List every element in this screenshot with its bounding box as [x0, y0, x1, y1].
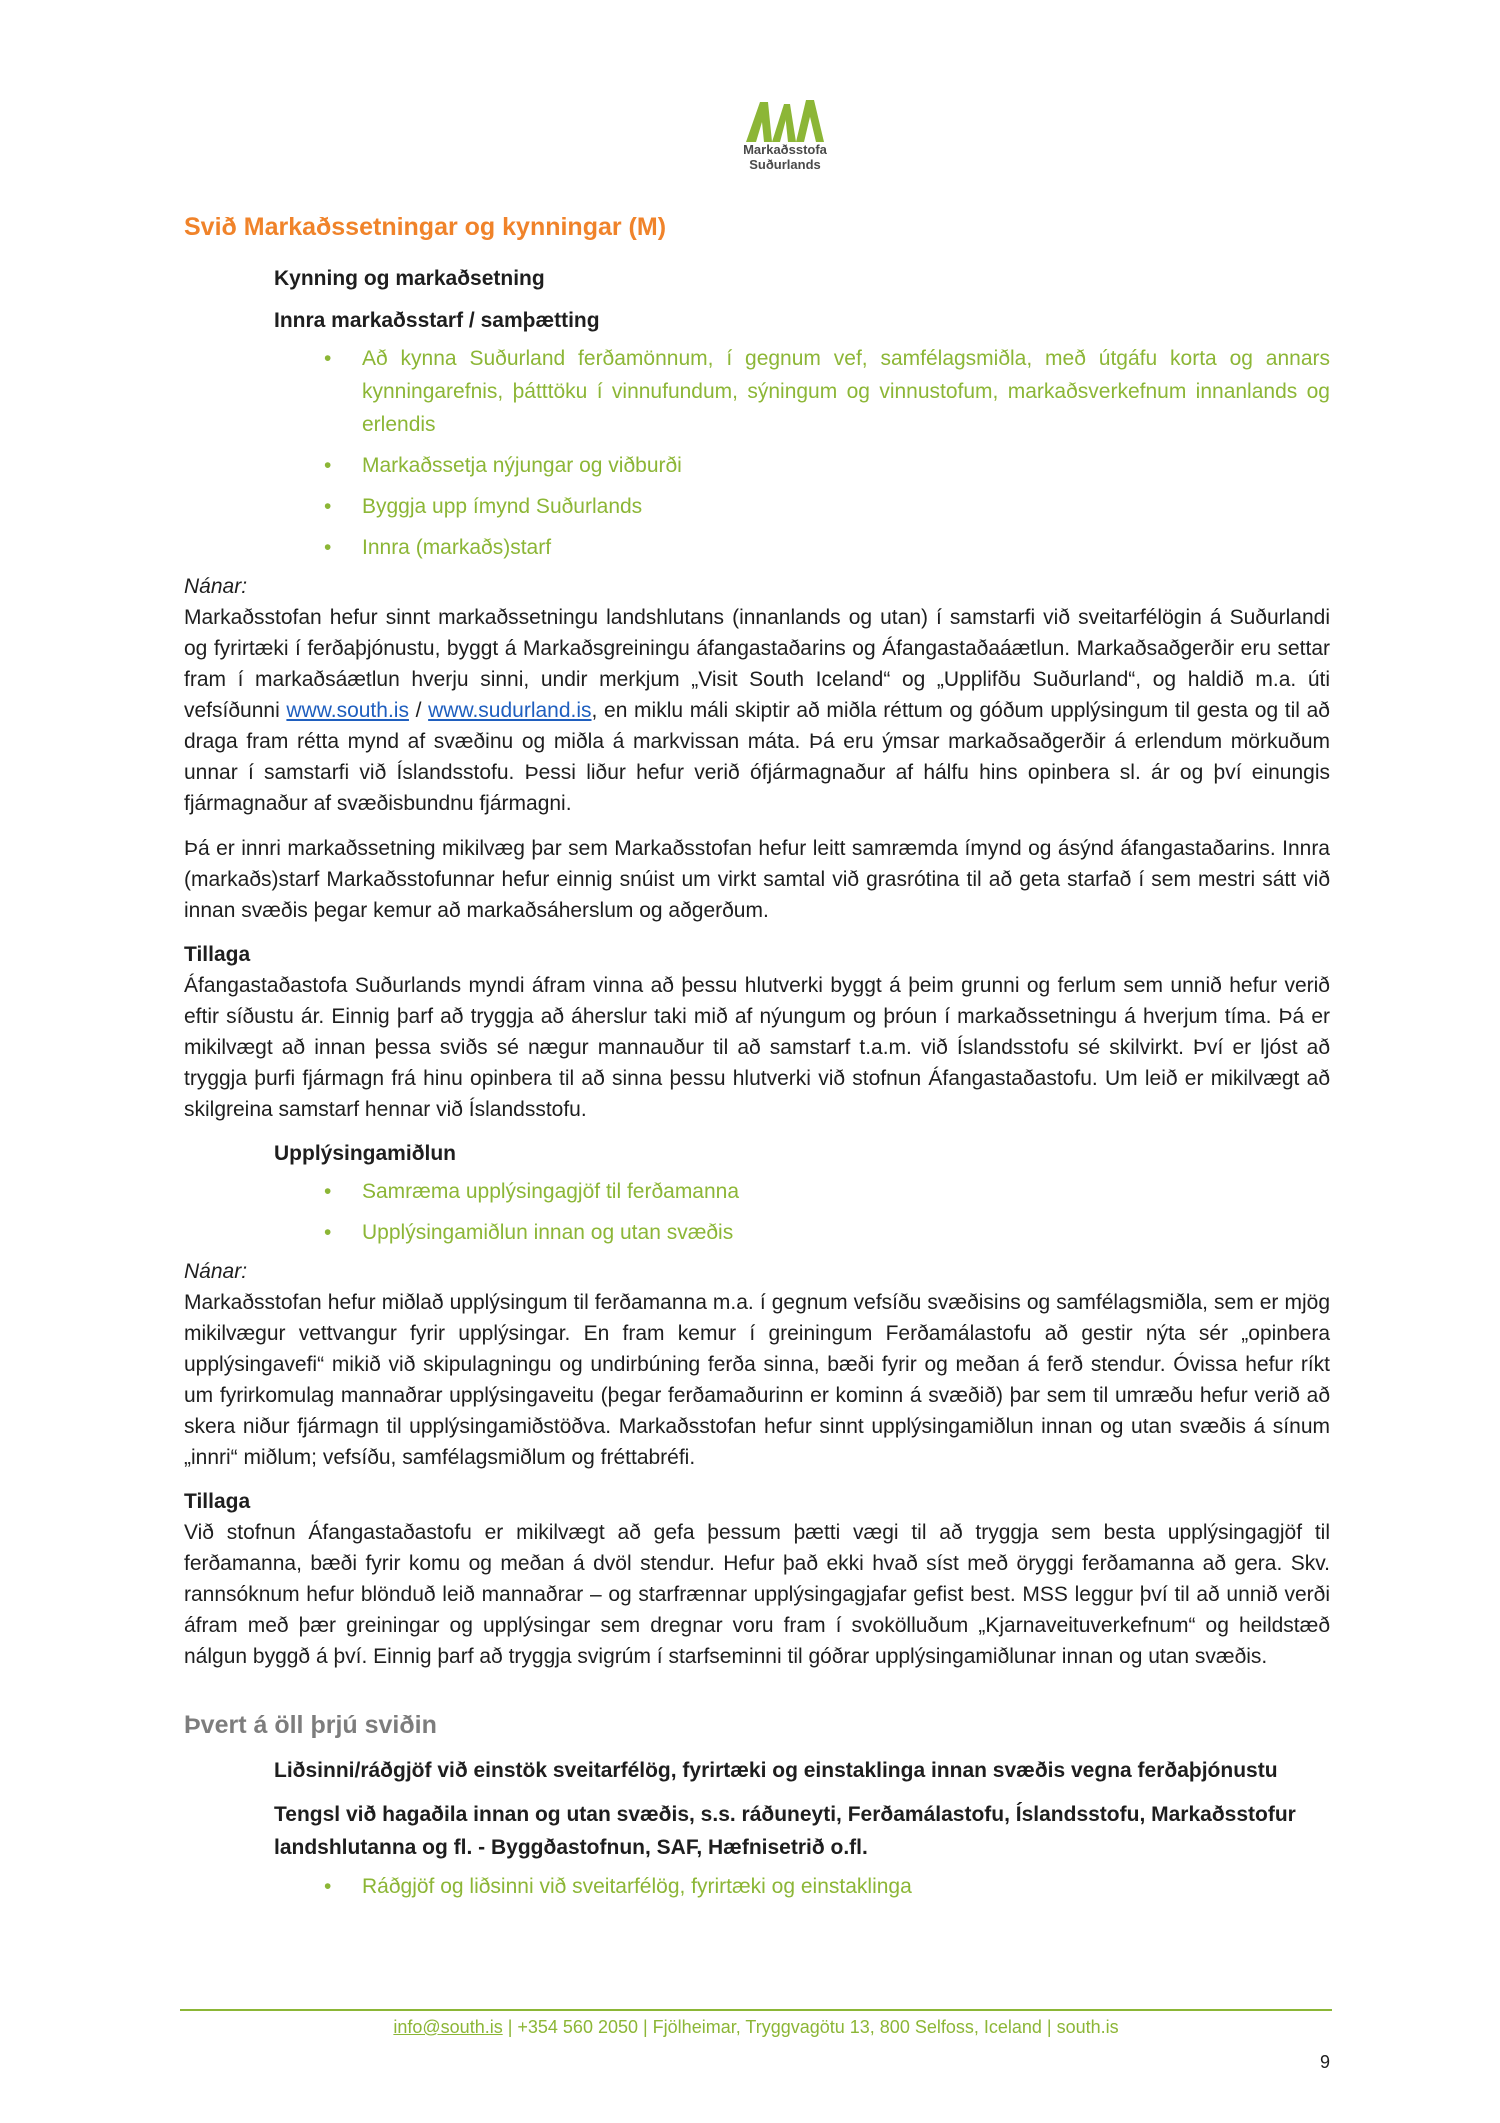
heading-upplysingamidlun: Upplýsingamiðlun	[274, 1142, 457, 1165]
nanar-paragraph-1	[184, 602, 1330, 819]
bullet-list-kynning	[184, 342, 1330, 564]
footer-email-link[interactable]: info@south.is	[393, 2017, 503, 2037]
tillaga-paragraph: Áfangastaðastofa Suðurlands myndi áfram vinna að þessu hlutverki byggt á þeim grunni og ferlum sem unnið hefur verið eftir síðustu ár. Einnig þarf að tryggja að áherslur taki mið af nýungum og þróun í markaðssetningu á hverjum tíma. Þá er mikilvægt að innan þessa sviðs sé nægur mannauður til að samstarf t.a.m. við Íslandsstofu sé skilvirkt. Því er ljóst að tryggja þurfi fjármagn frá hinu opinbera til að sinna þessu hlutverki við stofnun Áfangastaðastofu. Um leið er mikilvægt að skilgreina samstarf hennar við Íslandsstofu.	[184, 974, 1330, 1121]
heading-kynning: Kynning og markaðsetning	[274, 267, 545, 290]
section-title-m: Svið Markaðssetningar og kynningar (M)	[184, 213, 667, 241]
heading-lidsinni: Liðsinni/ráðgjöf við einstök sveitarfélög, fyrirtæki og einstaklinga innan svæðis vegna ferðaþjónustu	[274, 1759, 1278, 1782]
logo-line1: Markaðsstofa	[743, 142, 827, 157]
list-item: • Byggja upp ímynd Suðurlands	[362, 490, 1330, 523]
tillaga-label-2: Tillaga	[184, 1490, 251, 1513]
list-item: • Upplýsingamiðlun innan og utan svæðis	[362, 1216, 1330, 1249]
footer	[180, 2013, 1332, 2041]
logo-mark-icon	[744, 98, 826, 142]
list-item: • Markaðssetja nýjungar og viðburði	[362, 449, 1330, 482]
list-item: • Samræma upplýsingagjöf til ferðamanna	[362, 1175, 1330, 1208]
list-item: • Að kynna Suðurland ferðamönnum, í gegnum vef, samfélagsmiðla, með útgáfu korta og annars kynningarefnis, þátttöku í vinnufundum, sýningum og vinnustofum, markaðsverkefnum innanlands og erlendis	[362, 342, 1330, 441]
nanar-paragraph-3: Markaðsstofan hefur miðlað upplýsingum til ferðamanna m.a. í gegnum vefsíðu svæðisins og samfélagsmiðla, sem er mjög mikilvægur vettvangur fyrir upplýsingar. En fram kemur í greiningum Ferðamálastofu að gestir nýta sér „opinbera upplýsingavefi“ mikið við skipulagningu og undirbúning ferða sinna, bæði fyrir og meðan á ferð stendur. Óvissa hefur ríkt um fyrirkomulag mannaðrar upplýsingaveitu (þegar ferðamaðurinn er kominn á svæðið) þar sem til umræðu hefur verið að skera niður fjármagn til upplýsingamiðstöðva. Markaðsstofan hefur sinnt upplýsingamiðlun innan og utan svæðis á sínum „innri“ miðlum; vefsíðu, samfélagsmiðlum og fréttabréfi.	[184, 1291, 1330, 1469]
tillaga-paragraph-2: Við stofnun Áfangastaðastofu er mikilvægt að gefa þessum þætti vægi til að tryggja sem besta upplýsingagjöf til ferðamanna, bæði fyrir komu og meðan á dvöl stendur. Hefur það ekki hvað síst með öryggi ferðamanna að gera. Skv. rannsóknum hefur blönduð leið mannaðrar – og starfrænnar upplýsingagjafar gefist best. MSS leggur því til að unnið verði áfram með þær greiningar og upplýsingar sem dregnar voru fram í svokölluðum „Kjarnaveituverkefnum“ og heildstæð nálgun byggð á því. Einnig þarf að tryggja svigrúm í starfseminni til góðrar upplýsingamiðlunar innan og utan svæðis.	[184, 1521, 1330, 1668]
list-item: • Ráðgjöf og liðsinni við sveitarfélög, fyrirtæki og einstaklinga	[362, 1870, 1330, 1903]
link-separator: /	[408, 699, 429, 722]
link-sudurland[interactable]: www.sudurland.is	[428, 699, 592, 722]
logo-line2: Suðurlands	[749, 157, 821, 172]
nanar-text-b: , en miklu máli skiptir að miðla réttum og góðum upplýsingum til gesta og til að draga fram rétta mynd af svæðinu og miðla á markvissan máta. Þá eru ýmsar markaðsaðgerðir á erlendum mörkuðum unnar í samstarfi við Íslandsstofu. Þessi liður hefur verið ófjármagnaður af hálfu hins opinbera sl. ár og því einungis fjármagnaður af svæðisbundnu fjármagni.	[184, 699, 1330, 815]
nanar-paragraph-2: Þá er innri markaðssetning mikilvæg þar sem Markaðsstofan hefur leitt samræmda ímynd og ásýnd áfangastaðarins. Innra (markaðs)starf Markaðsstofunnar hefur einnig snúist um virkt samtal við grasrótina til að geta starfað í sem mestri sátt við innan svæðis þegar kemur að markaðsáherslum og aðgerðum.	[184, 837, 1330, 922]
nanar-label-2: Nánar:	[184, 1260, 248, 1283]
content	[184, 210, 1330, 1911]
heading-tengsl: Tengsl við hagaðila innan og utan svæðis, s.s. ráðuneyti, Ferðamálastofu, Íslandsstofu, Markaðsstofur landshlutanna og fl. - Byggðastofnun, SAF, Hæfnisetrið o.fl.	[274, 1803, 1296, 1859]
list-item: • Innra (markaðs)starf	[362, 531, 1330, 564]
bullet-list-upplysinga	[184, 1175, 1330, 1249]
tillaga-label: Tillaga	[184, 943, 251, 966]
nanar-text-a: Markaðsstofan hefur sinnt markaðssetningu landshlutans (innanlands og utan) í samstarfi við sveitarfélögin á Suðurlandi og fyrirtæki í ferðaþjónustu, byggt á Markaðsgreiningu áfangastaðarins og Áfangastaðaáætlun. Markaðsaðgerðir eru settar fram í markaðsáætlun hverju sinni, undir merkjum „Visit South Iceland“ og „Upplifðu Suðurland“, og haldið m.a. úti vefsíðunni	[184, 606, 1330, 722]
section-title-cross: Þvert á öll þrjú sviðin	[184, 1711, 437, 1739]
link-south[interactable]: www.south.is	[286, 699, 409, 722]
footer-contact-text: | +354 560 2050 | Fjölheimar, Tryggvagötu 13, 800 Selfoss, Iceland | south.is	[502, 2017, 1119, 2037]
bullet-list-cross	[184, 1870, 1330, 1903]
heading-innra: Innra markaðsstarf / samþætting	[274, 309, 600, 332]
nanar-label: Nánar:	[184, 575, 248, 598]
footer-divider	[180, 2009, 1332, 2011]
logo	[730, 98, 840, 172]
page-number: 9	[1319, 2052, 1330, 2072]
